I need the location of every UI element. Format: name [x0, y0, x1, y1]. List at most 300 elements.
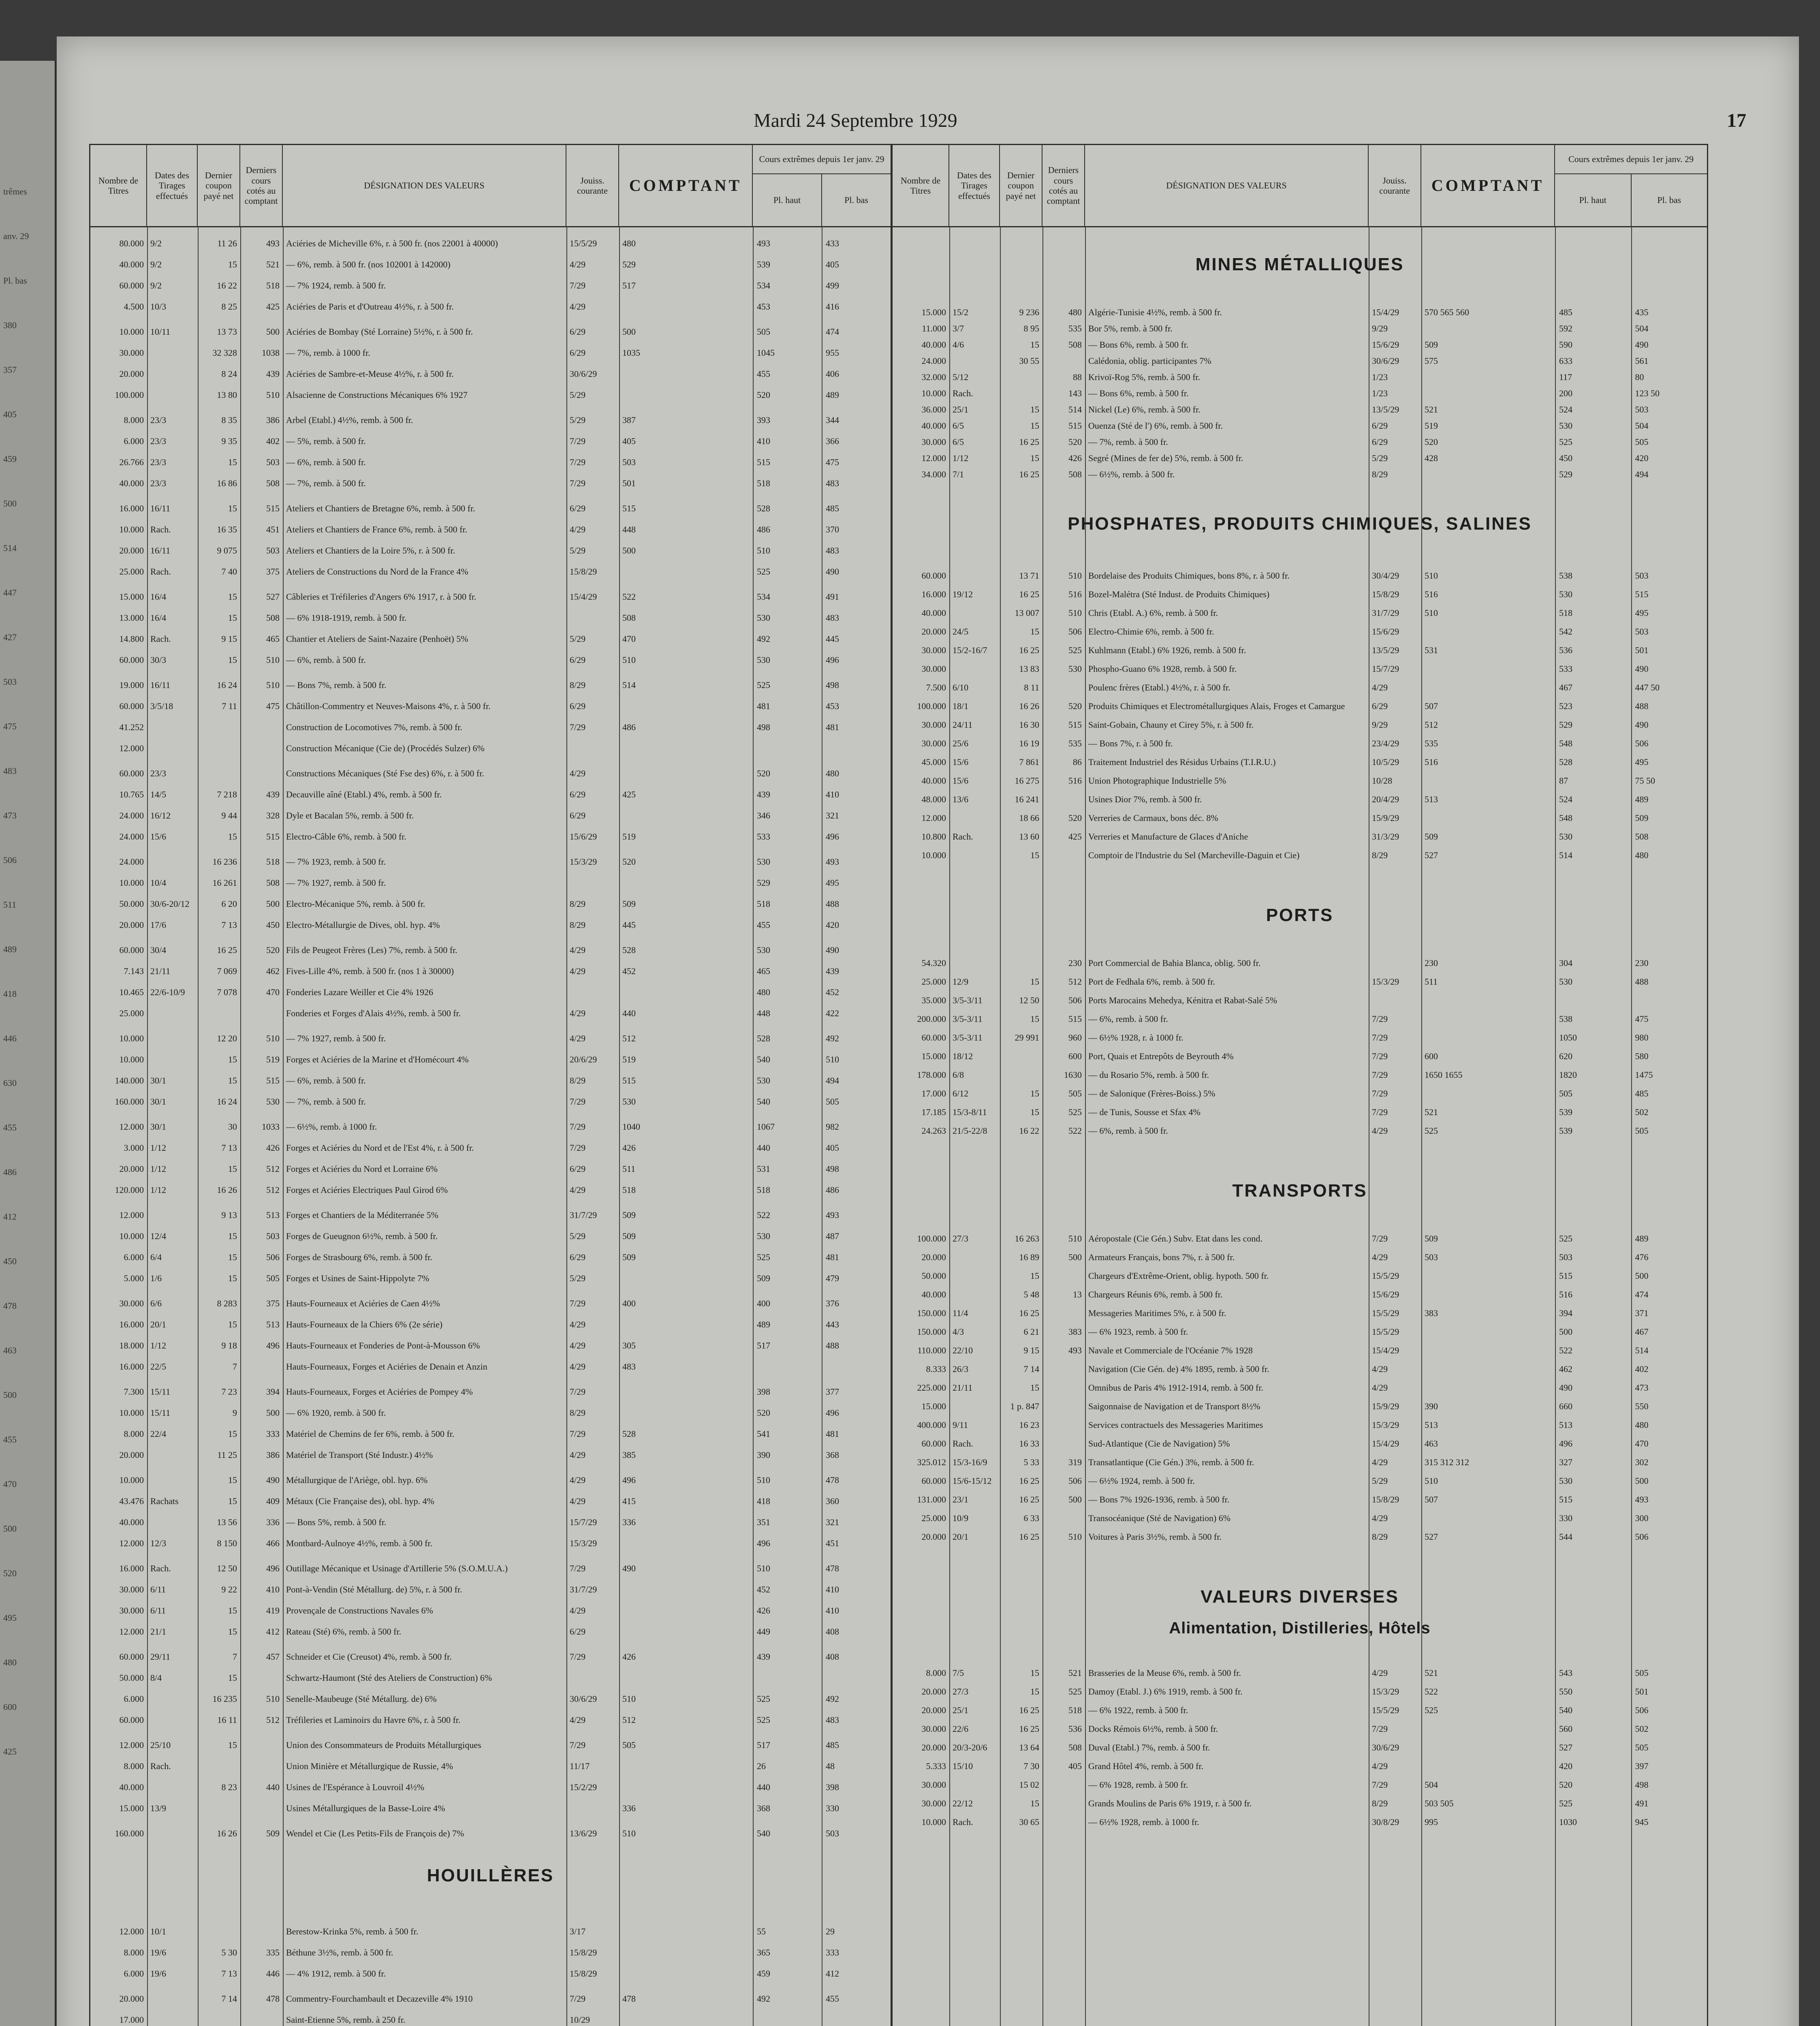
cell-pl-bas: 475 [1635, 1014, 1649, 1024]
cell-des: Brasseries de la Meuse 6%, remb. à 500 fr. [1088, 1668, 1241, 1678]
cell-n: 30.000 [921, 738, 946, 748]
cell-pl-bas: 503 [1635, 404, 1649, 415]
table-row [90, 436, 891, 447]
cell-des: Hauts-Fourneaux et Aciéries de Caen 4½% [286, 1298, 440, 1308]
table-row [90, 2015, 891, 2026]
cell-d: 15/6-15/12 [953, 1476, 992, 1486]
table-row [90, 878, 891, 889]
cell-cp: 509 [622, 899, 636, 909]
cell-pl-bas: 499 [826, 280, 839, 291]
cell-pl-haut: 536 [1559, 645, 1572, 655]
cell-n: 3.000 [124, 1143, 144, 1153]
table-row [90, 1994, 891, 2005]
cell-c: 13 64 [1019, 1742, 1039, 1752]
cell-des: Aciéries de Paris et d'Outreau 4½%, r. à 500 fr. [286, 301, 454, 312]
cell-pl-haut: 505 [1559, 1088, 1572, 1098]
cell-c: 15 [228, 613, 237, 623]
cell-des: Electro-Métallurgie de Dives, obl. hyp. 4% [286, 920, 440, 930]
cell-pl-haut: 365 [757, 1947, 770, 1958]
table-row [90, 857, 891, 868]
cell-dc: 405 [1068, 1761, 1082, 1771]
cell-d: 30/1 [150, 1096, 167, 1107]
cell-n: 40.000 [921, 776, 946, 786]
cell-dc: 503 [266, 545, 280, 556]
cell-cp: 521 [1425, 1668, 1438, 1678]
cell-c: 16 25 [1019, 1494, 1039, 1505]
table-row [893, 589, 1707, 601]
table-row [893, 404, 1707, 416]
cell-pl-haut: 330 [1559, 1513, 1572, 1523]
cell-d: 30/1 [150, 1075, 167, 1086]
cell-c: 15 [1030, 1107, 1039, 1117]
cell-n: 15.000 [921, 1401, 946, 1411]
cell-pl-haut: 514 [1559, 850, 1572, 860]
cell-des: Electro-Mécanique 5%, remb. à 500 fr. [286, 899, 425, 909]
cell-dc: 513 [266, 1210, 280, 1220]
cell-n: 160.000 [115, 1828, 144, 1838]
table-row [90, 1164, 891, 1175]
cell-cp: 514 [622, 680, 636, 690]
cell-des: Chargeurs d'Extrême-Orient, oblig. hypoth. 500 fr. [1088, 1271, 1269, 1281]
cell-j: 6/29 [1372, 421, 1388, 431]
cell-cp: 483 [622, 1361, 636, 1372]
cell-n: 40.000 [921, 1289, 946, 1299]
cell-j: 15/9/29 [1372, 813, 1399, 823]
cell-dc: 512 [266, 1185, 280, 1195]
cell-pl-bas: 474 [826, 327, 839, 337]
cell-j: 4/29 [1372, 1457, 1388, 1467]
cell-des: Usines Métallurgiques de la Basse-Loire 4% [286, 1803, 445, 1813]
cell-pl-haut: 449 [757, 1626, 770, 1637]
cell-des: Wendel et Cie (Les Petits-Fils de François de) 7% [286, 1828, 464, 1838]
table-row [893, 1724, 1707, 1735]
cell-d: 17/6 [150, 920, 167, 930]
cell-pl-haut: 368 [757, 1803, 770, 1813]
table-row [893, 1088, 1707, 1100]
cell-d: 16/4 [150, 592, 167, 602]
cell-dc: 512 [1068, 977, 1082, 987]
cell-c: 15 02 [1019, 1780, 1039, 1790]
cell-des: Union Minière et Métallurgique de Russie, 4% [286, 1761, 453, 1771]
column-header-row [893, 145, 1707, 227]
cell-pl-haut: 533 [757, 831, 770, 842]
cell-c: 16 25 [1019, 1724, 1039, 1734]
cell-j: 6/29 [1372, 701, 1388, 711]
cell-n: 25.000 [921, 977, 946, 987]
table-row [893, 1532, 1707, 1543]
column-header-pl-haut: Pl. haut [1555, 174, 1632, 226]
cell-j: 8/29 [570, 680, 586, 690]
cell-pl-bas: 490 [826, 566, 839, 577]
cell-dc: 439 [266, 369, 280, 379]
cell-pl-haut: 525 [1559, 1798, 1572, 1808]
cell-d: 15/6 [150, 831, 167, 842]
table-row [90, 920, 891, 931]
cell-dc: 506 [266, 1252, 280, 1262]
cell-pl-bas: 470 [1635, 1438, 1649, 1449]
cell-c: 11 26 [217, 238, 237, 248]
cell-d: 22/12 [953, 1798, 973, 1808]
cell-n: 24.000 [119, 831, 144, 842]
cell-pl-haut: 26 [757, 1761, 766, 1771]
table-row [90, 524, 891, 536]
cell-dc: 509 [266, 1828, 280, 1838]
cell-pl-haut: 540 [757, 1828, 770, 1838]
strip-fragment: 514 [3, 543, 17, 553]
cell-des: — 6%, remb. à 500 fr. [1088, 1126, 1168, 1136]
cell-cp: 516 [1425, 589, 1438, 599]
cell-pl-haut: 527 [1559, 1742, 1572, 1752]
cell-cp: 503 [622, 457, 636, 467]
cell-d: 15/11 [150, 1408, 171, 1418]
cell-c: 15 [1030, 1668, 1039, 1678]
cell-pl-haut: 518 [757, 899, 770, 909]
cell-pl-bas: 489 [1635, 794, 1649, 804]
cell-c: 16 25 [1019, 437, 1039, 447]
table-row [90, 327, 891, 338]
cell-cp: 509 [622, 1252, 636, 1262]
cell-pl-haut: 489 [757, 1319, 770, 1329]
cell-des: Fonderies Lazare Weiller et Cie 4% 1926 [286, 987, 434, 997]
cell-dc: 525 [1068, 1686, 1082, 1697]
cell-c: 15 [228, 1429, 237, 1439]
cell-des: Saint-Gobain, Chauny et Cirey 5%, r. à 500 fr. [1088, 720, 1254, 730]
cell-des: Aciéries de Sambre-et-Meuse 4½%, r. à 500 fr. [286, 369, 454, 379]
cell-d: 21/5-22/8 [953, 1126, 987, 1136]
cell-c: 16 25 [1019, 589, 1039, 599]
table-row [893, 453, 1707, 464]
cell-j: 15/3/29 [1372, 1686, 1399, 1697]
cell-pl-bas: 371 [1635, 1308, 1649, 1318]
cell-des: Bor 5%, remb. à 500 fr. [1088, 323, 1173, 333]
table-row [893, 1438, 1707, 1450]
cell-c: 1 p. 847 [1010, 1401, 1039, 1411]
cell-dc: 496 [266, 1340, 280, 1351]
cell-cp: 463 [1425, 1438, 1438, 1449]
cell-cp: 531 [1425, 645, 1438, 655]
cell-dc: 412 [266, 1626, 280, 1637]
cell-des: Electro-Câble 6%, remb. à 500 fr. [286, 831, 406, 842]
cell-d: 20/1 [953, 1532, 969, 1542]
cell-j: 7/29 [570, 1652, 586, 1662]
table-row [90, 1517, 891, 1528]
table-row [893, 388, 1707, 400]
cell-pl-bas: 493 [826, 1210, 839, 1220]
strip-fragment: trêmes [3, 186, 27, 197]
cell-n: 13.000 [119, 613, 144, 623]
cell-pl-haut: 1030 [1559, 1817, 1577, 1827]
cell-j: 23/4/29 [1372, 738, 1399, 748]
cell-pl-haut: 498 [757, 722, 770, 732]
cell-pl-haut: 481 [757, 701, 770, 711]
cell-d: 24/11 [953, 720, 973, 730]
table-row [90, 831, 891, 843]
cell-cp: 415 [622, 1496, 636, 1506]
cell-dc: 386 [266, 415, 280, 425]
cell-d: 23/3 [150, 415, 167, 425]
cell-d: Rach. [150, 1563, 171, 1573]
cell-d: 1/12 [150, 1143, 167, 1153]
cell-pl-bas: 455 [826, 1994, 839, 2004]
cell-c: 32 328 [212, 348, 237, 358]
cell-dc: 521 [266, 259, 280, 269]
table-row [90, 1496, 891, 1507]
cell-des: Verreries et Manufacture de Glaces d'Aniche [1088, 831, 1248, 842]
cell-c: 15 [228, 457, 237, 467]
cell-pl-haut: 538 [1559, 1014, 1572, 1024]
cell-d: 15/2-16/7 [953, 645, 987, 655]
cell-d: 16/11 [150, 503, 171, 513]
cell-dc: 425 [266, 301, 280, 312]
cell-n: 10.000 [119, 878, 144, 888]
left-table [89, 144, 892, 2026]
cell-n: 24.000 [119, 857, 144, 867]
cell-j: 6/29 [570, 1164, 586, 1174]
cell-j: 31/3/29 [1372, 831, 1399, 842]
cell-c: 9 22 [221, 1584, 237, 1594]
cell-des: Union des Consommateurs de Produits Métallurgiques [286, 1740, 481, 1750]
cell-des: Châtillon-Commentry et Neuves-Maisons 4%, r. à 500 fr. [286, 701, 491, 711]
table-row [90, 1605, 891, 1617]
cell-n: 8.000 [124, 1761, 144, 1771]
cell-d: 26/3 [953, 1364, 969, 1374]
cell-dc: 410 [266, 1584, 280, 1594]
cell-n: 8.000 [124, 1429, 144, 1439]
cell-dc: 462 [266, 966, 280, 976]
cell-pl-haut: 410 [757, 436, 770, 446]
table-row [893, 1420, 1707, 1431]
cell-pl-bas: 495 [1635, 757, 1649, 767]
cell-pl-haut: 523 [1559, 701, 1572, 711]
cell-dc: 1038 [262, 348, 280, 358]
cell-c: 7 078 [217, 987, 237, 997]
cell-pl-bas: 506 [1635, 1532, 1649, 1542]
cell-j: 15/5/29 [570, 238, 597, 248]
cell-dc: 518 [1068, 1705, 1082, 1715]
cell-pl-bas: 496 [826, 831, 839, 842]
table-row [893, 1308, 1707, 1319]
cell-des: Port, Quais et Entrepôts de Beyrouth 4% [1088, 1051, 1234, 1061]
cell-des: — 7%, remb. à 500 fr. [286, 478, 366, 488]
cell-cp: 520 [622, 857, 636, 867]
cell-pl-haut: 534 [757, 280, 770, 291]
cell-j: 15/5/29 [1372, 1327, 1399, 1337]
cell-des: Berestow-Krinka 5%, remb. à 500 fr. [286, 1926, 419, 1936]
cell-pl-haut: 541 [757, 1429, 770, 1439]
cell-j: 5/29 [1372, 453, 1388, 463]
cell-n: 25.000 [119, 566, 144, 577]
cell-dc: 536 [1068, 1724, 1082, 1734]
cell-dc: 510 [1068, 608, 1082, 618]
cell-n: 150.000 [917, 1327, 946, 1337]
cell-dc: 515 [1068, 421, 1082, 431]
cell-des: Omnibus de Paris 4% 1912-1914, remb. à 500 fr. [1088, 1383, 1263, 1393]
cell-j: 4/29 [1372, 1252, 1388, 1262]
cell-d: 6/5 [953, 421, 964, 431]
cell-n: 12.000 [119, 1926, 144, 1936]
cell-pl-bas: 481 [826, 722, 839, 732]
cell-des: Transocéanique (Sté de Navigation) 6% [1088, 1513, 1231, 1523]
table-row [893, 958, 1707, 969]
cell-pl-bas: 486 [826, 1185, 839, 1195]
cell-c: 16 263 [1015, 1233, 1039, 1244]
cell-des: — Bons 6%, remb. à 500 fr. [1088, 340, 1189, 350]
cell-c: 7 861 [1019, 757, 1039, 767]
cell-c: 16 25 [1019, 469, 1039, 479]
strip-fragment: 503 [3, 677, 17, 687]
table-row [893, 1761, 1707, 1772]
cell-c: 15 [228, 1319, 237, 1329]
cell-n: 15.000 [119, 1803, 144, 1813]
cell-des: — 5%, remb. à 500 fr. [286, 436, 366, 446]
cell-c: 13 80 [217, 390, 237, 400]
cell-d: 3/5-3/11 [953, 995, 983, 1005]
cell-cp: 513 [1425, 794, 1438, 804]
cell-j: 15/5/29 [1372, 1271, 1399, 1281]
cell-n: 12.000 [119, 1538, 144, 1548]
cell-pl-bas: 478 [826, 1563, 839, 1573]
cell-d: 25/10 [150, 1740, 171, 1750]
table-row [90, 768, 891, 780]
table-row [90, 348, 891, 359]
cell-pl-bas: 503 [1635, 626, 1649, 637]
cell-des: Algérie-Tunisie 4½%, remb. à 500 fr. [1088, 307, 1222, 317]
cell-dc: 518 [266, 857, 280, 867]
cell-n: 40.000 [119, 1782, 144, 1792]
cell-pl-bas: 406 [826, 369, 839, 379]
cell-dc: 505 [1068, 1088, 1082, 1098]
cell-pl-bas: 480 [1635, 850, 1649, 860]
cell-des: Transatlantique (Cie Gén.) 3%, remb. à 500 fr. [1088, 1457, 1254, 1467]
cell-des: — 6½%, remb. à 500 fr. [1088, 469, 1175, 479]
cell-j: 20/4/29 [1372, 794, 1399, 804]
cell-cp: 505 [622, 1740, 636, 1750]
cell-pl-bas: 505 [826, 1096, 839, 1107]
strip-fragment: 500 [3, 1524, 17, 1534]
cell-n: 150.000 [917, 1308, 946, 1318]
cell-n: 6.000 [124, 1252, 144, 1262]
cell-n: 40.000 [921, 421, 946, 431]
table-row [90, 1387, 891, 1398]
cell-pl-bas: 504 [1635, 421, 1649, 431]
cell-pl-haut: 529 [1559, 469, 1572, 479]
cell-j: 9/29 [1372, 323, 1388, 333]
cell-pl-bas: 501 [1635, 1686, 1649, 1697]
table-row [893, 831, 1707, 843]
cell-pl-haut: 530 [1559, 1476, 1572, 1486]
cell-c: 5 48 [1023, 1289, 1039, 1299]
section-title: TRANSPORTS [1232, 1181, 1367, 1201]
cell-c: 7 [233, 1361, 237, 1372]
table-row [90, 810, 891, 822]
cell-des: — 7% 1924, remb. à 500 fr. [286, 280, 386, 291]
column-header-n: Nombre de Titres [90, 145, 147, 226]
cell-d: 21/1 [150, 1626, 167, 1637]
cell-d: 25/1 [953, 404, 969, 415]
cell-dc: 535 [1068, 323, 1082, 333]
cell-pl-haut: 480 [757, 987, 770, 997]
cell-cp: 478 [622, 1994, 636, 2004]
cell-pl-haut: 524 [1559, 404, 1572, 415]
cell-pl-haut: 510 [757, 545, 770, 556]
cell-d: 3/5/18 [150, 701, 173, 711]
cell-n: 4.500 [124, 301, 144, 312]
cell-des: Béthune 3½%, remb. à 500 fr. [286, 1947, 393, 1958]
cell-des: Hauts-Fourneaux de la Chiers 6% (2e série) [286, 1319, 443, 1329]
cell-n: 110.000 [917, 1345, 946, 1355]
cell-n: 43.476 [119, 1496, 144, 1506]
cell-j: 31/7/29 [570, 1210, 597, 1220]
cell-pl-haut: 528 [757, 1033, 770, 1043]
cell-d: 16/12 [150, 810, 171, 821]
cell-des: Métallurgique de l'Ariège, obl. hyp. 6% [286, 1475, 428, 1485]
cell-pl-haut: 525 [757, 1694, 770, 1704]
cell-c: 11 25 [217, 1450, 237, 1460]
cell-j: 4/29 [570, 1185, 586, 1195]
cell-des: — 6½% 1924, remb. à 500 fr. [1088, 1476, 1195, 1486]
strip-fragment: 447 [3, 588, 17, 598]
cell-j: 30/6/29 [570, 369, 597, 379]
cell-c: 9 236 [1019, 307, 1039, 317]
cell-j: 5/29 [570, 390, 586, 400]
cell-dc: 503 [266, 1231, 280, 1241]
cell-n: 10.000 [921, 850, 946, 860]
cell-pl-haut: 518 [757, 478, 770, 488]
cell-des: Armateurs Français, bons 7%, r. à 500 fr. [1088, 1252, 1235, 1262]
strip-fragment: Pl. bas [3, 276, 27, 286]
cell-pl-bas: 496 [826, 1408, 839, 1418]
table-row [893, 1051, 1707, 1062]
cell-pl-bas: 483 [826, 478, 839, 488]
strip-fragment: 511 [3, 900, 17, 910]
cell-c: 15 [1030, 421, 1039, 431]
cell-n: 178.000 [917, 1070, 946, 1080]
cell-pl-haut: 633 [1559, 356, 1572, 366]
cell-c: 5 33 [1023, 1457, 1039, 1467]
cell-pl-bas: 453 [826, 701, 839, 711]
cell-cp: 518 [622, 1185, 636, 1195]
cell-j: 8/29 [570, 1075, 586, 1086]
cell-pl-haut: 530 [757, 857, 770, 867]
cell-pl-bas: 479 [826, 1273, 839, 1283]
cell-j: 10/28 [1372, 776, 1393, 786]
cell-des: Voitures à Paris 3½%, remb. à 500 fr. [1088, 1532, 1222, 1542]
table-row [893, 1070, 1707, 1081]
cell-n: 7.500 [926, 682, 946, 692]
cell-pl-bas: 488 [1635, 701, 1649, 711]
cell-pl-bas: 75 50 [1635, 776, 1655, 786]
cell-n: 40.000 [119, 1517, 144, 1527]
cell-n: 12.000 [921, 453, 946, 463]
cell-cp: 512 [1425, 720, 1438, 730]
strip-fragment: 455 [3, 1122, 17, 1133]
cell-d: 23/3 [150, 478, 167, 488]
cell-pl-haut: 505 [757, 327, 770, 337]
table-row [90, 722, 891, 733]
cell-dc: 508 [1068, 469, 1082, 479]
cell-pl-bas: 48 [826, 1761, 835, 1771]
cell-d: 12/3 [150, 1538, 167, 1548]
cell-pl-haut: 453 [757, 301, 770, 312]
cell-pl-bas: 29 [826, 1926, 835, 1936]
strip-fragment: anv. 29 [3, 231, 29, 241]
cell-c: 9 15 [221, 634, 237, 644]
adjacent-page-strip [0, 61, 56, 2026]
cell-cp: 527 [1425, 850, 1438, 860]
cell-pl-haut: 440 [757, 1143, 770, 1153]
cell-pl-bas: 483 [826, 613, 839, 623]
cell-des: — Bons 6%, remb. à 500 fr. [1088, 388, 1189, 398]
